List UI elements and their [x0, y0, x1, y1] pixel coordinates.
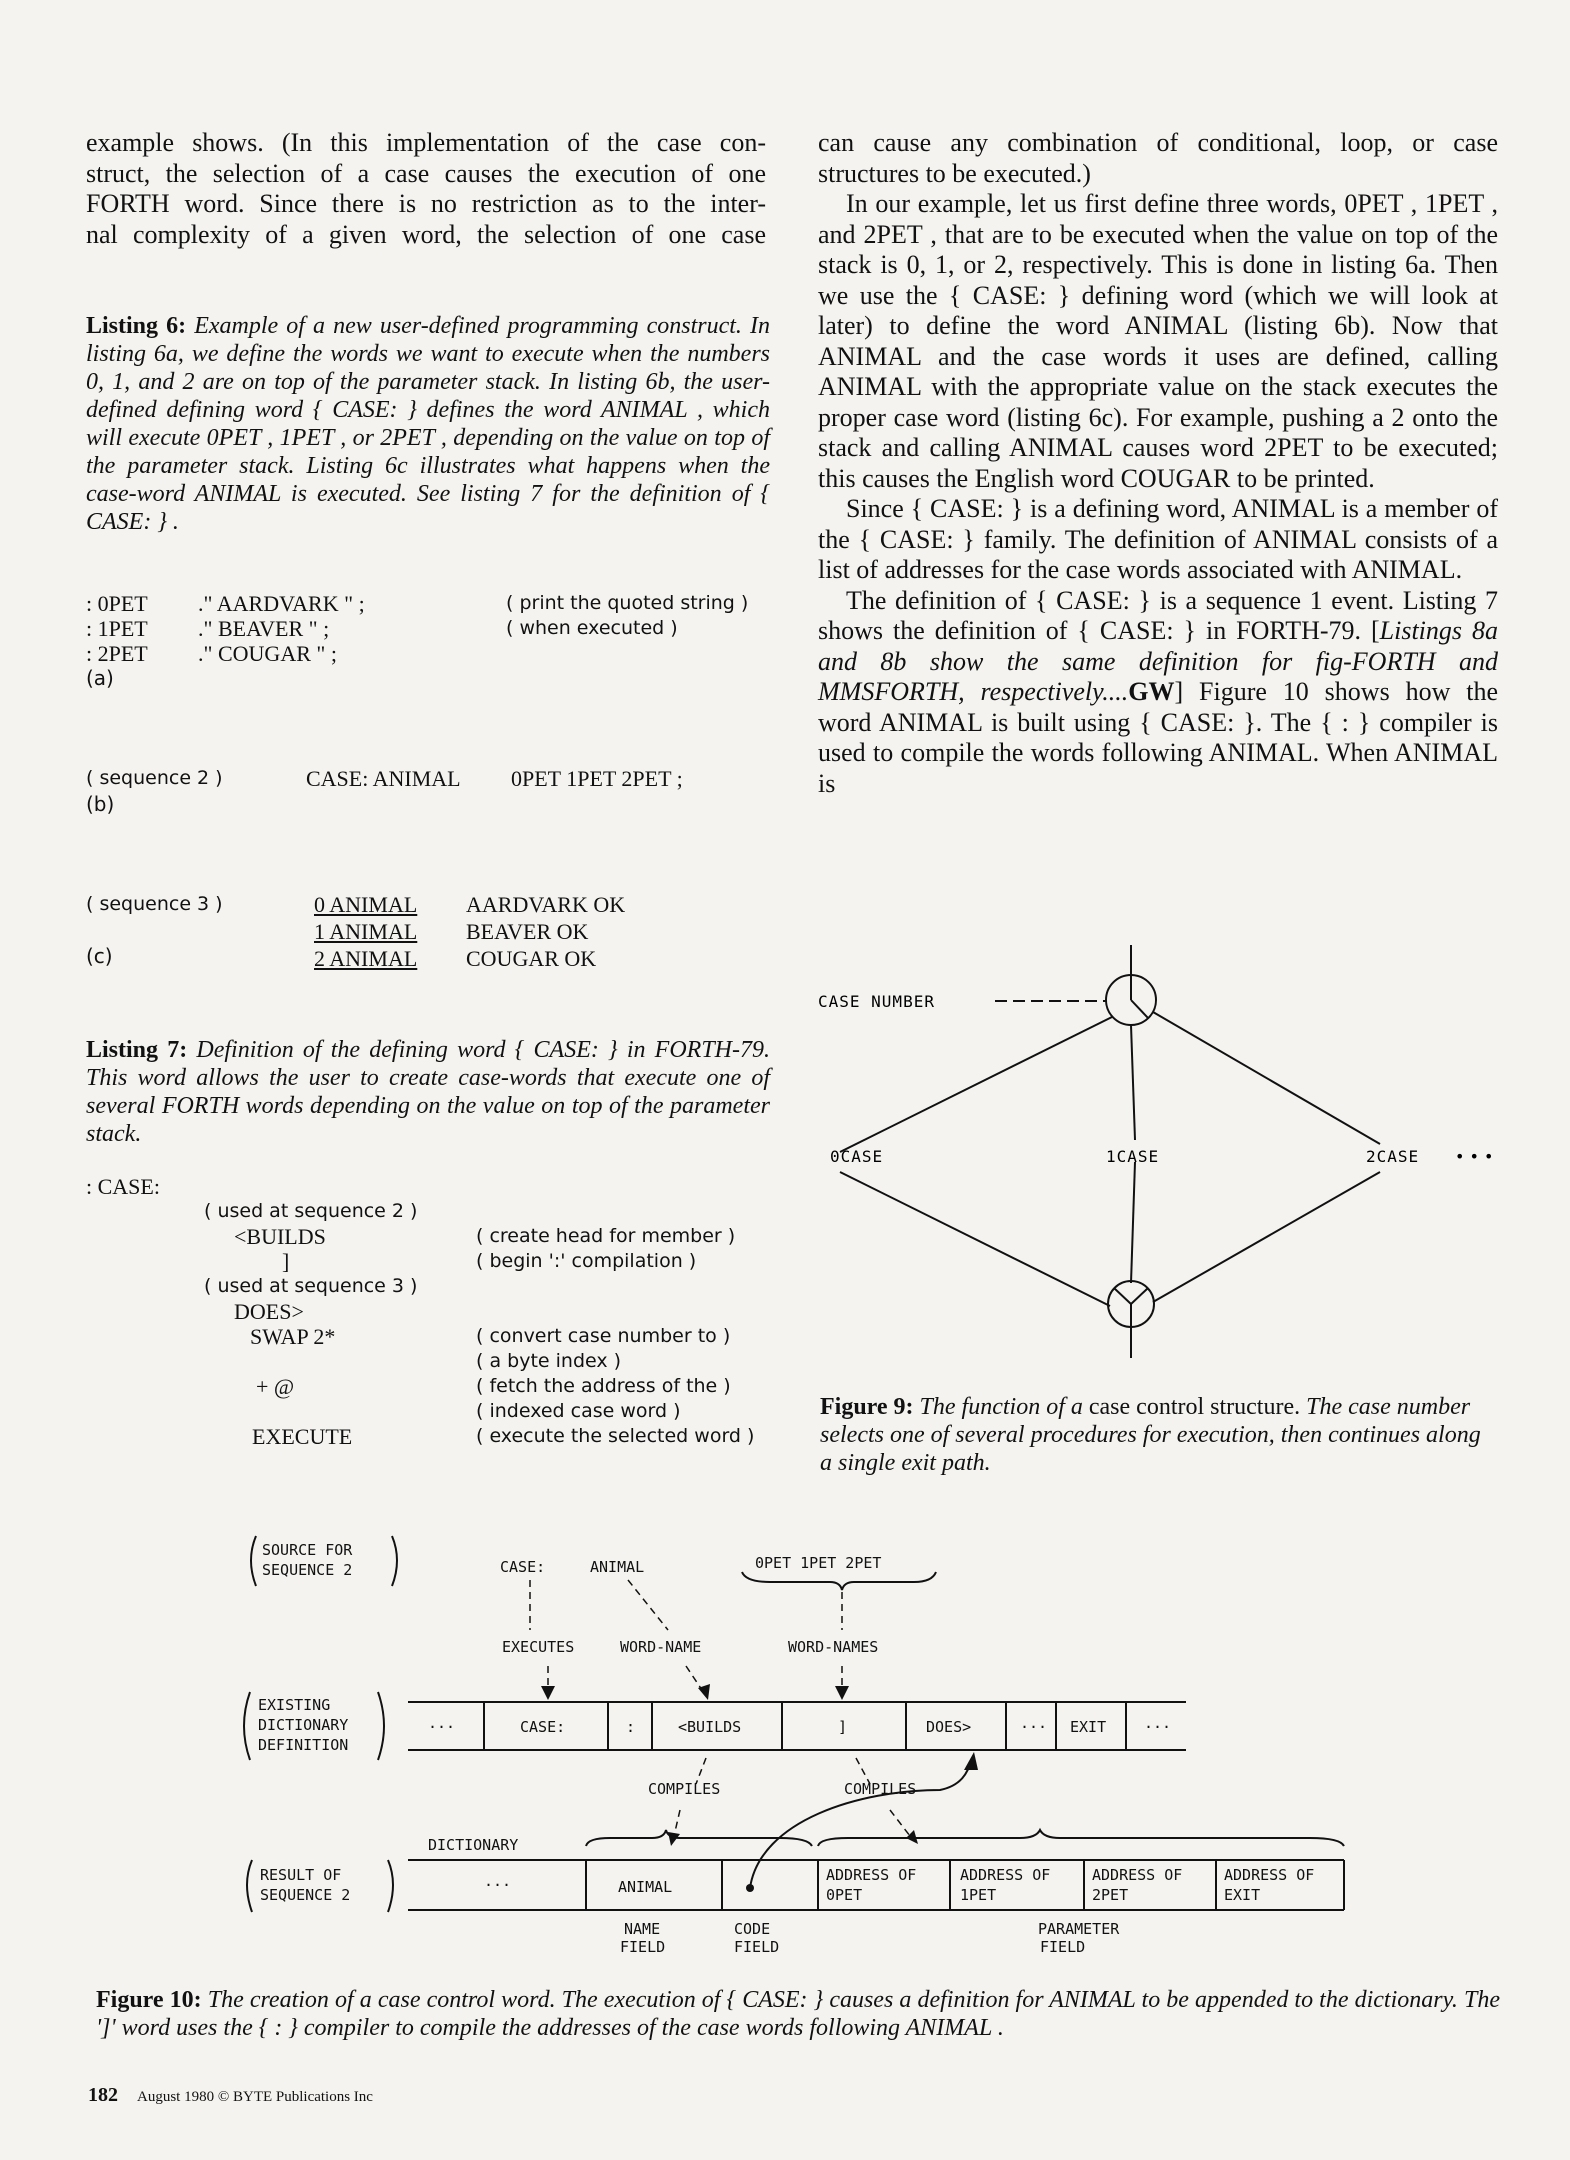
- listing6b-seq: ( sequence 2 ): [86, 767, 223, 789]
- listing6a-tag: (a): [86, 666, 114, 690]
- fig9-bottom-node-right: [1131, 1288, 1148, 1304]
- right-p4: [818, 586, 1498, 800]
- fig10-addr-cell: ADDRESS OF: [826, 1866, 917, 1884]
- listing6a-comment: ( print the quoted string ): [506, 592, 749, 614]
- figure9-caption: [820, 1393, 1498, 1477]
- fig10-src-case: CASE:: [500, 1558, 546, 1576]
- listing6b-code: CASE: ANIMAL: [306, 766, 461, 791]
- figure10-label: Figure 10:: [96, 1987, 202, 2013]
- figure10-diagram: [0, 1520, 1570, 1970]
- fig10-addr-cell: ADDRESS OF: [1092, 1866, 1183, 1884]
- listing7-caption: [86, 1036, 770, 1148]
- figure9-caption-a: The function of a: [919, 1394, 1083, 1420]
- listing6c-input: 0 ANIMAL: [314, 892, 418, 917]
- listing6b: [86, 766, 786, 826]
- fig10-word-name: WORD-NAME: [620, 1638, 702, 1656]
- listing7-comment: ( indexed case word ): [476, 1400, 681, 1422]
- listing7-comment: ( fetch the address of the ): [476, 1375, 731, 1397]
- fig10-words-brace: [742, 1572, 936, 1590]
- listing7-code: [86, 1174, 786, 1464]
- fig10-compiles-2: COMPILES: [844, 1780, 917, 1798]
- listing7-comment: ( convert case number to ): [476, 1325, 731, 1347]
- intro-line-1: example shows. (In this implementation of the case con-: [86, 128, 766, 157]
- listing6c: [86, 892, 786, 982]
- listing7-comment: ( create head for member ): [476, 1225, 736, 1247]
- page-number: 182: [88, 2084, 118, 2106]
- listing6a-def: : 1PET: [86, 616, 148, 641]
- fig10-dictionary: DICTIONARY: [428, 1836, 519, 1854]
- fig10-existing-line: EXISTING: [258, 1696, 331, 1714]
- listing6b-tag: (b): [86, 792, 115, 816]
- listing6-label: Listing 6:: [86, 313, 187, 339]
- listing6c-tag: (c): [86, 944, 113, 968]
- fig10-top-cell: CASE:: [520, 1718, 566, 1736]
- listing7-code-line: EXECUTE: [252, 1424, 353, 1449]
- listing6-caption: [86, 312, 770, 536]
- fig10-top-cell: ···: [1144, 1718, 1172, 1736]
- listing6a-row: [86, 641, 786, 666]
- fig10-top-cell: <BUILDS: [678, 1718, 742, 1736]
- left-intro: [86, 128, 766, 250]
- intro-line-2: struct, the selection of a case causes the execution of one: [86, 158, 766, 188]
- listing7-code-line: + @: [256, 1374, 295, 1399]
- listing6b-words: 0PET 1PET 2PET ;: [511, 766, 683, 791]
- fig10-src-animal: ANIMAL: [590, 1558, 645, 1576]
- listing6a-body: ." BEAVER " ;: [198, 616, 330, 641]
- fig10-top-cell: :: [626, 1718, 636, 1736]
- listing6-caption-text: Example of a new user-defined programming construct. In listing 6a, we define the words we want to execute when the numbers 0, 1, and 2 are on top of the parameter stack. In listing 6b, the user-defined defining word { CASE: } defines the word ANIMAL , which will execute 0PET , 1PET , or 2PET , depending on the value on top of the parameter stack. Listing 6c illustrates what happens when the case-word ANIMAL is executed. See listing 7 for the definition of { CASE: } .: [86, 313, 771, 535]
- footer: [88, 2084, 373, 2107]
- fig10-word-names: WORD-NAMES: [788, 1638, 879, 1656]
- fig10-top-cell: ···: [1020, 1718, 1048, 1736]
- fig9-ellipsis: • • •: [1455, 1147, 1494, 1166]
- fig10-result-line: SEQUENCE 2: [260, 1886, 351, 1904]
- fig10-source-line: SOURCE FOR: [262, 1541, 353, 1559]
- listing6c-seq: ( sequence 3 ): [86, 893, 223, 915]
- fig10-name-field: FIELD: [620, 1938, 666, 1956]
- right-column: [818, 128, 1498, 799]
- fig10-code-field: CODE: [734, 1920, 771, 1938]
- listing7-code-line: <BUILDS: [234, 1224, 326, 1249]
- fig10-addr-cell: ADDRESS OF: [960, 1866, 1051, 1884]
- fig10-result-label: [247, 1860, 393, 1912]
- listing6a-def: : 2PET: [86, 641, 148, 666]
- fig10-top-cell: DOES>: [926, 1718, 972, 1736]
- fig10-code-field-dot: [746, 1884, 754, 1892]
- fig10-addr-cell: 2PET: [1092, 1886, 1129, 1904]
- fig9-2case-label: 2CASE: [1366, 1147, 1420, 1166]
- fig9-edge-2case-in: [1153, 1012, 1380, 1144]
- listing6a-body: ." AARDVARK " ;: [198, 591, 365, 616]
- listing7-caption-text: Definition of the defining word { CASE: } in FORTH-79. This word allows the user to create case-words that execute one of several FORTH words depending on the value on top of the parameter stack.: [86, 1037, 770, 1147]
- figure9-label: Figure 9:: [820, 1394, 914, 1420]
- fig9-top-node-branch: [1131, 1000, 1148, 1018]
- listing7-code-line: ( used at sequence 2 ): [204, 1200, 418, 1222]
- listing6a-comment: ( when executed ): [506, 617, 678, 639]
- fig9-1case-label: 1CASE: [1106, 1147, 1160, 1166]
- listing7-code-line: DOES>: [234, 1299, 304, 1324]
- listing6c-output: BEAVER OK: [466, 919, 589, 944]
- fig9-case-number-label: CASE NUMBER: [818, 992, 935, 1011]
- listing7-label: Listing 7:: [86, 1037, 188, 1063]
- listing6c-input: 2 ANIMAL: [314, 946, 418, 971]
- figure9-caption-c: The case number: [1306, 1394, 1471, 1420]
- fig9-edge-2case-out: [1153, 1172, 1380, 1302]
- fig10-code-field: FIELD: [734, 1938, 780, 1956]
- fig10-existing-line: DEFINITION: [258, 1736, 349, 1754]
- fig10-addr-cell: 1PET: [960, 1886, 997, 1904]
- fig10-param-field: FIELD: [1040, 1938, 1086, 1956]
- listing6a-body: ." COUGAR " ;: [198, 641, 337, 666]
- fig10-src-words: 0PET 1PET 2PET: [755, 1554, 882, 1572]
- fig9-edge-0case-out: [840, 1172, 1110, 1306]
- listing6c-output: COUGAR OK: [466, 946, 597, 971]
- listing6a-row: [86, 591, 786, 616]
- fig10-animal-cell: ANIMAL: [618, 1878, 673, 1896]
- listing7-head: : CASE:: [86, 1174, 160, 1199]
- listing7-comment: ( execute the selected word ): [476, 1425, 755, 1447]
- right-p1-line1: can cause any combination of conditional, loop, or case: [818, 128, 1498, 157]
- fig10-top-cell: ···: [428, 1718, 456, 1736]
- listing6a: [86, 591, 786, 690]
- fig10-addr-cell: EXIT: [1224, 1886, 1261, 1904]
- listing7-code-line: ( used at sequence 3 ): [204, 1275, 418, 1297]
- listing6a-row: [86, 616, 786, 641]
- fig10-source-label: [251, 1536, 397, 1586]
- fig9-edge-1case-out: [1131, 1162, 1135, 1283]
- right-p4-gw: GW: [1128, 677, 1175, 706]
- fig10-param-brace: [818, 1830, 1344, 1846]
- figure9-caption-d: selects one of several procedures for execution, then continues along a single exit path.: [820, 1422, 1481, 1476]
- right-p2: In our example, let us first define three words, 0PET , 1PET , and 2PET , that are to be executed when the value on top of the stack is 0, 1, or 2, respectively. This is done in listing 6a. Then we use the { CASE: } defining word (which we will look at later) to define the word ANIMAL (listing 6b). Now that ANIMAL and the case words it uses are defined, calling ANIMAL with the appropriate value on the stack executes the proper case word (listing 6c). For example, pushing a 2 onto the stack and calling ANIMAL causes word 2PET to be executed; this causes the English word COUGAR to be printed.: [818, 189, 1498, 493]
- listing6c-input: 1 ANIMAL: [314, 919, 418, 944]
- figure9-diagram: [810, 940, 1520, 1360]
- listing7-code-line: SWAP 2*: [250, 1324, 336, 1349]
- fig10-top-cell: ]: [838, 1718, 848, 1736]
- figure10-caption: [96, 1986, 1500, 2042]
- right-p3: Since { CASE: } is a defining word, ANIMAL is a member of the { CASE: } family. The definition of ANIMAL consists of a list of addresses for the case words associated with ANIMAL.: [818, 494, 1498, 584]
- fig10-bottom-dots: ···: [484, 1876, 512, 1894]
- fig9-bottom-node-left: [1114, 1288, 1131, 1304]
- footer-credit: August 1980 © BYTE Publications Inc: [137, 2089, 373, 2105]
- right-p4-a: The definition of { CASE: } is a sequence 1 event. Listing 7 shows the definition of { CASE: } in FORTH-79. [: [818, 585, 1498, 645]
- fig10-existing-label: [244, 1692, 384, 1760]
- listing7-code-line: ]: [282, 1249, 290, 1274]
- fig10-existing-line: DICTIONARY: [258, 1716, 349, 1734]
- fig10-compiles-1: COMPILES: [648, 1780, 721, 1798]
- intro-line-4: nal complexity of a given word, the selection of one case: [86, 219, 766, 249]
- listing6c-output: AARDVARK OK: [466, 892, 626, 917]
- fig10-source-line: SEQUENCE 2: [262, 1561, 353, 1579]
- listing6a-def: : 0PET: [86, 591, 148, 616]
- intro-line-3: FORTH word. Since there is no restriction as to the inter-: [86, 189, 766, 218]
- fig9-edge-0case-in: [840, 1017, 1112, 1152]
- figure9-caption-b: case control structure.: [1088, 1394, 1301, 1420]
- listing7-comment: ( begin ':' compilation ): [476, 1250, 697, 1272]
- right-p1-line2: structures to be executed.): [818, 158, 1091, 188]
- figure10-caption-text: The creation of a case control word. The execution of { CASE: } causes a definition for ANIMAL to be appended to the dictionary. The ']' word uses the { : } compiler to compile the addresses of the case words following ANIMAL .: [96, 1987, 1501, 2041]
- fig9-0case-label: 0CASE: [830, 1147, 884, 1166]
- fig10-addr-cell: ADDRESS OF: [1224, 1866, 1315, 1884]
- fig10-result-line: RESULT OF: [260, 1866, 342, 1884]
- fig10-name-field: NAME: [624, 1920, 661, 1938]
- fig10-executes: EXECUTES: [502, 1638, 575, 1656]
- fig10-addr-cell: 0PET: [826, 1886, 863, 1904]
- listing7-comment: ( a byte index ): [476, 1350, 622, 1372]
- right-p4-ital: Listings 8a and 8b show the same definition for fig-FORTH and MMSFORTH, respectively....: [818, 616, 1498, 706]
- fig10-dictionary-brace: [586, 1830, 812, 1846]
- right-p4-d: ] Figure 10 shows how the word ANIMAL is built using { CASE: }. The { : } compiler is used to compile the words following ANIMAL. When ANIMAL is: [818, 677, 1499, 798]
- fig10-param-field: PARAMETER: [1038, 1920, 1120, 1938]
- fig9-edge-1case-in: [1131, 1025, 1135, 1140]
- fig10-top-cell: EXIT: [1070, 1718, 1107, 1736]
